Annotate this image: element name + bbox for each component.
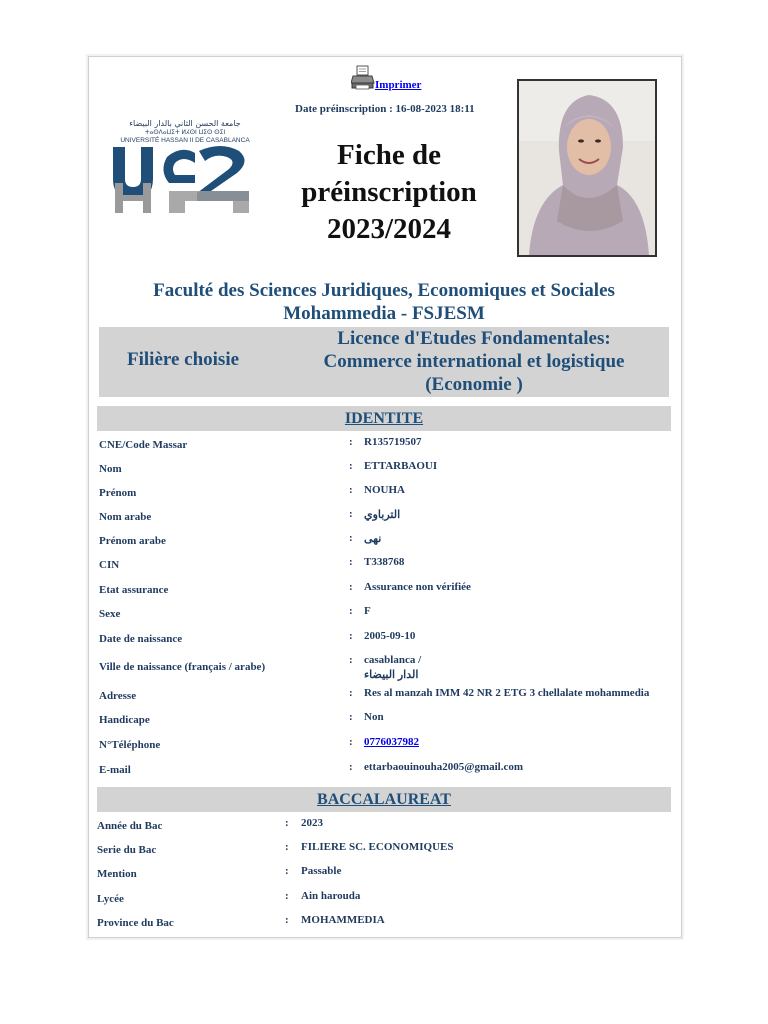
row-colon: : <box>285 890 289 902</box>
row-value: Assurance non vérifiée <box>364 581 471 593</box>
row-value: FILIERE SC. ECONOMIQUES <box>301 841 454 853</box>
row-colon: : <box>349 687 353 699</box>
title-line-3: 2023/2024 <box>326 213 452 245</box>
row-colon: : <box>285 865 289 877</box>
phone-link[interactable]: 0776037982 <box>364 736 419 748</box>
row-value: الترباوي <box>364 509 401 521</box>
row-label: Ville de naissance (français / arabe) <box>99 661 266 673</box>
row-label: CIN <box>99 559 120 571</box>
row-label: Année du Bac <box>97 820 163 832</box>
row-colon: : <box>349 532 353 544</box>
row-value: Res al manzah IMM 42 NR 2 ETG 3 chellalate mohammedia <box>364 687 650 699</box>
row-colon: : <box>349 736 353 748</box>
row-label: Prénom <box>99 487 137 499</box>
row-value: ettarbaouinouha2005@gmail.com <box>364 761 524 773</box>
row-value: 2023 <box>301 817 323 829</box>
filiere-value <box>299 327 649 396</box>
row-label: Mention <box>97 868 137 880</box>
row-label: Adresse <box>99 690 137 702</box>
preinscription-sheet <box>88 56 682 938</box>
faculty-name <box>99 279 669 325</box>
student-photo <box>517 79 657 257</box>
row-colon: : <box>349 581 353 593</box>
row-label: Handicape <box>99 714 150 726</box>
row-colon: : <box>349 711 353 723</box>
filiere-value-line-2: Commerce international et logistique <box>323 351 625 372</box>
row-label: E-mail <box>99 764 131 776</box>
row-colon: : <box>285 841 289 853</box>
print-link[interactable] <box>351 65 431 95</box>
row-colon: : <box>349 630 353 642</box>
row-label: Etat assurance <box>99 584 169 596</box>
row-value-arabe: الدار البيضاء <box>364 669 419 681</box>
row-value: نهى <box>364 533 382 545</box>
filiere-label: Filière choisie <box>127 349 240 370</box>
row-colon: : <box>349 605 353 617</box>
row-value: Passable <box>301 865 342 877</box>
svg-text:UNIVERSITÉ HASSAN II DE CASABL: UNIVERSITÉ HASSAN II DE CASABLANCA <box>120 137 250 144</box>
row-value: 2005-09-10 <box>364 630 416 642</box>
row-label: Date de naissance <box>99 633 183 645</box>
row-value: Non <box>364 711 384 723</box>
row-colon: : <box>349 556 353 568</box>
row-value: F <box>364 605 371 617</box>
row-colon: : <box>285 817 289 829</box>
date-preinscription: Date préinscription : 16-08-2023 18:11 <box>295 103 475 115</box>
row-colon: : <box>349 508 353 520</box>
print-label[interactable]: Imprimer <box>375 79 422 91</box>
faculty-line-1: Faculté des Sciences Juridiques, Economiques et Sociales <box>153 280 615 301</box>
row-value: T338768 <box>364 556 405 568</box>
row-label: Serie du Bac <box>97 844 157 856</box>
svg-text:جامعة الحسن الثاني بالدار البي: جامعة الحسن الثاني بالدار البيضاء <box>129 119 241 128</box>
title-line-2: préinscription <box>301 176 477 208</box>
row-label: Nom arabe <box>99 511 152 523</box>
row-value: MOHAMMEDIA <box>301 914 385 926</box>
row-colon: : <box>349 436 353 448</box>
row-label: Prénom arabe <box>99 535 166 547</box>
row-value: NOUHA <box>364 484 405 496</box>
page-title <box>275 137 503 248</box>
row-label: CNE/Code Massar <box>99 439 188 451</box>
filiere-value-line-1: Licence d'Etudes Fondamentales: <box>337 328 611 349</box>
row-colon: : <box>349 654 353 666</box>
row-value: R135719507 <box>364 436 422 448</box>
bac-section-header: BACCALAUREAT <box>97 787 671 812</box>
title-line-1: Fiche de <box>337 139 441 171</box>
filiere-value-line-3: (Economie ) <box>425 374 523 395</box>
row-label: Province du Bac <box>97 917 174 929</box>
row-value: casablanca / <box>364 654 422 666</box>
faculty-line-2: Mohammedia - FSJESM <box>283 303 485 324</box>
row-value: Ain harouda <box>301 890 361 902</box>
row-colon: : <box>349 484 353 496</box>
row-colon: : <box>349 460 353 472</box>
university-logo <box>109 117 261 217</box>
identite-section-header: IDENTITE <box>97 406 671 431</box>
row-label: N°Téléphone <box>99 739 161 751</box>
printer-icon[interactable] <box>351 65 375 91</box>
row-label: Nom <box>99 463 122 475</box>
row-colon: : <box>285 914 289 926</box>
filiere-band <box>99 327 669 397</box>
row-label: Sexe <box>99 608 121 620</box>
svg-text:ⵜⴰⵙⴷⴰⵡⵉⵜ ⵍⵃⵙⵏ ⵡⵉⵙ ⵙⵉⵏ: ⵜⴰⵙⴷⴰⵡⵉⵜ ⵍⵃⵙⵏ ⵡⵉⵙ ⵙⵉⵏ <box>144 129 226 136</box>
row-value: ETTARBAOUI <box>364 460 438 472</box>
row-label: Lycée <box>97 893 124 905</box>
row-colon: : <box>349 761 353 773</box>
